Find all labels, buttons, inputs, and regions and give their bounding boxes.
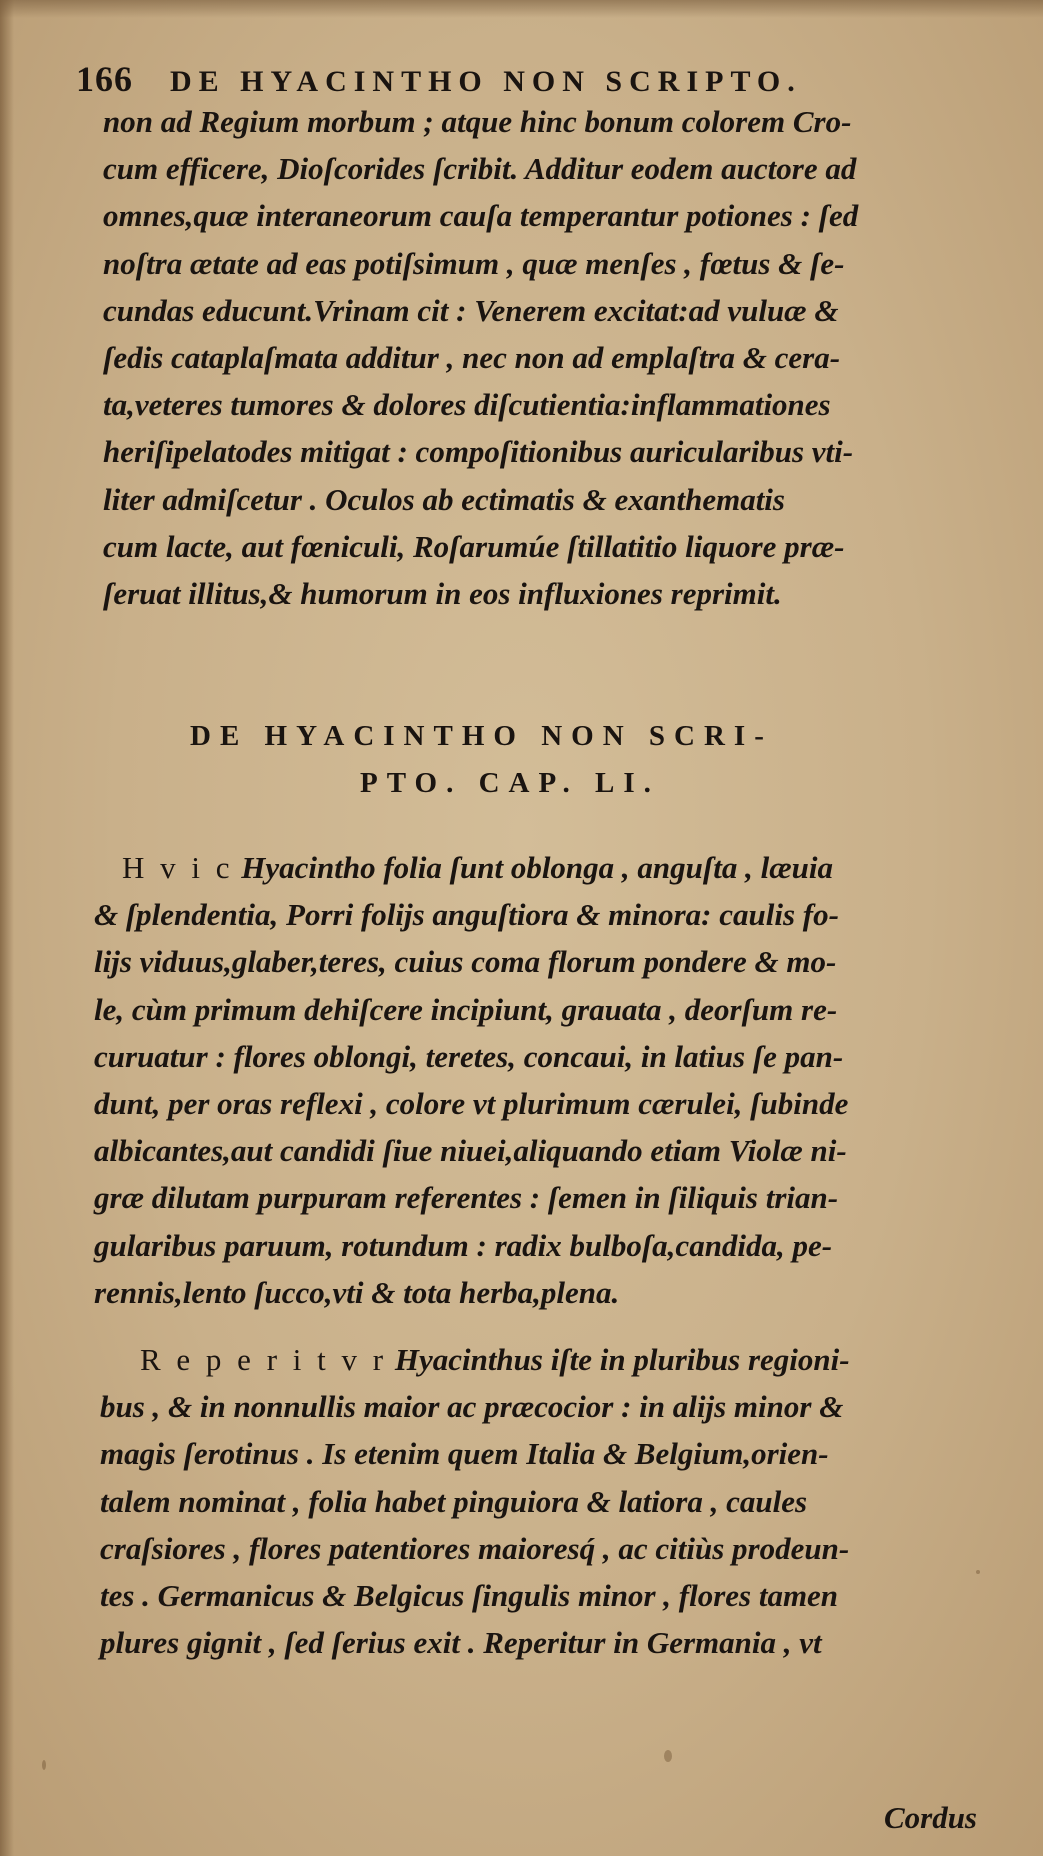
- text-line: curuatur : flores oblongi, teretes, concaui, in latius ſe pan-: [94, 1038, 844, 1074]
- text-line: noſtra ætate ad eas potiſsimum , quæ menſes , fœtus & ſe-: [103, 245, 845, 281]
- drop-initial: R e p e r i t v r: [140, 1342, 388, 1377]
- text-line: omnes,quæ interaneorum cauſa temperantur potiones : ſed: [103, 198, 859, 234]
- text-line: cum lacte, aut fœniculi, Roſarumúe ſtillatitio liquore præ-: [103, 528, 845, 564]
- first-line-text: Hyacintho folia ſunt oblonga , anguſta , læuia: [233, 850, 833, 885]
- text-line-first: [100, 1336, 980, 1383]
- text-line: tes . Germanicus & Belgicus ſingulis minor , flores tamen: [100, 1577, 839, 1613]
- catchword: Cordus: [883, 1800, 977, 1835]
- text-line: le, cùm primum dehiſcere incipiunt, grauata , deorſum re-: [94, 991, 838, 1027]
- text-line: gularibus paruum, rotundum : radix bulboſa,candida, pe-: [94, 1227, 833, 1263]
- first-line-text: Hyacinthus iſte in pluribus regioni-: [387, 1342, 850, 1377]
- text-line-first: [94, 844, 974, 891]
- text-line: dunt, per oras reflexi , colore vt plurimum cærulei, ſubinde: [94, 1085, 849, 1121]
- text-line: lijs viduus,glaber,teres, cuius coma florum pondere & mo-: [94, 944, 837, 980]
- text-line: non ad Regium morbum ; atque hinc bonum colorem Cro-: [103, 104, 852, 139]
- paragraph-2: [94, 844, 974, 1316]
- chapter-heading-line-2: PTO. CAP. LI.: [360, 767, 660, 799]
- text-line: ſeruat illitus,& humorum in eos influxiones reprimit.: [103, 575, 782, 611]
- text-line: liter admiſcetur . Oculos ab ectimatis & exanthematis: [103, 481, 785, 517]
- text-line: græ dilutam purpuram referentes : ſemen in ſiliquis trian-: [94, 1180, 839, 1216]
- chapter-heading: [190, 713, 890, 807]
- text-line: ſedis cataplaſmata additur , nec non ad emplaſtra & cera-: [103, 339, 841, 375]
- page-header: [76, 58, 956, 98]
- running-title: DE HYACINTHO NON SCRIPTO.: [170, 65, 802, 98]
- paragraph-3: [100, 1336, 980, 1666]
- paper-stain: [42, 1760, 46, 1770]
- text-line: rennis,lento ſucco,vti & tota herba,plena.: [94, 1274, 620, 1310]
- paper-stain: [664, 1750, 672, 1762]
- text-line: cundas educunt.Vrinam cit : Venerem excitat:ad vuluæ &: [103, 292, 839, 328]
- page-top-shadow: [0, 0, 1043, 18]
- drop-initial: H v i c: [122, 850, 234, 885]
- page-edge-shadow: [0, 0, 14, 1856]
- text-line: bus , & in nonnullis maior ac præcocior : in alijs minor &: [100, 1389, 844, 1425]
- text-line: magis ſerotinus . Is etenim quem Italia & Belgium,orien-: [100, 1436, 829, 1472]
- text-line: & ſplendentia, Porri folijs anguſtiora & minora: caulis fo-: [94, 897, 839, 933]
- paper-stain: [976, 1570, 980, 1574]
- chapter-heading-line-1: DE HYACINTHO NON SCRI-: [190, 720, 773, 752]
- text-line: cum efficere, Dioſcorides ſcribit. Additur eodem auctore ad: [103, 151, 857, 187]
- text-line: albicantes,aut candidi ſiue niuei,aliquando etiam Violæ ni-: [94, 1133, 847, 1169]
- paragraph-1: [103, 98, 983, 617]
- page-number: 166: [76, 59, 133, 99]
- text-line: craſsiores , flores patentiores maioresq́ , ac citiùs prodeun-: [100, 1530, 850, 1566]
- text-line: talem nominat , folia habet pinguiora & latiora , caules: [100, 1483, 808, 1519]
- text-line: plures gignit , ſed ſerius exit . Reperitur in Germania , vt: [100, 1625, 822, 1661]
- text-line: ta,veteres tumores & dolores diſcutientia:inflammationes: [103, 387, 831, 423]
- text-line: heriſipelatodes mitigat : compoſitionibus auricularibus vti-: [103, 434, 854, 470]
